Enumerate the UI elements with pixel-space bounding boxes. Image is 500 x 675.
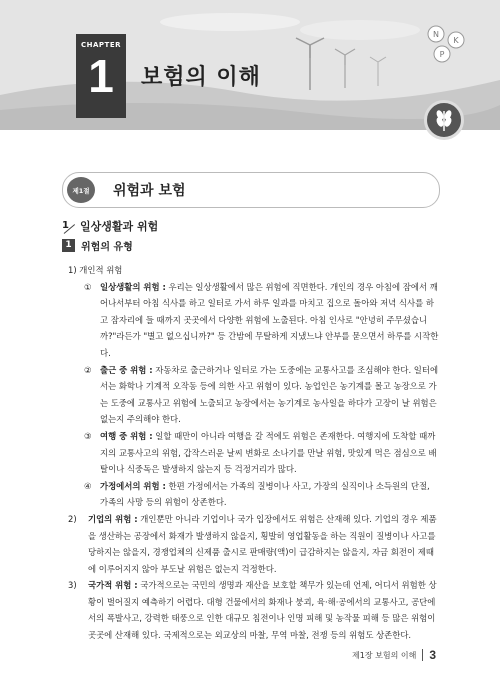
footer-chapter-label: 제1장 보험의 이해	[352, 650, 417, 660]
subsection-title: 일상생활과 위험	[80, 220, 159, 233]
list-marker: 3)	[68, 580, 77, 591]
item-heading: 1) 개인적 위험	[68, 265, 123, 275]
list-marker: ④	[84, 480, 92, 491]
list-item-text: 자동차로 출근하거나 일터로 가는 도중에는 교통사고를 조심해야 한다. 일터에서는 화학나 기계적 오작동 등에 의한 사고 위험이 있다. 농업인은 농기계를 몰고 농장으로 가는 도중에 교통사고 위험에 노출되고 농장에서는 농기계로 농사일을 하다가 고장이 날 위험은 없는지 주의해야 한다.	[100, 364, 439, 425]
svg-text:K: K	[453, 36, 459, 45]
list-item	[84, 279, 440, 362]
list-item-text: 개인뿐만 아니라 기업이나 국가 입장에서도 위험은 산재해 있다. 기업의 경우 제품을 생산하는 공장에서 화재가 발생하지 않을지, 횡발히 영업활동을 하는 직원이 질병이나 사고를 당하지는 않을지, 경쟁업체의 신제품 출시로 판매량(액)이 급감하지는 않을지, 자금 회전이 제때에 이루어지지 않아 부도날 위험은 없는지 걱정한다.	[88, 513, 437, 574]
list-item-text: 일할 때만이 아니라 여행을 갈 적에도 위험은 존재한다. 여행지에 도착할 때까지의 교통사고의 위험, 갑작스러운 날씨 변화로 소나기를 만날 위험, 맛있게 먹은 점심으로 배탈이나 식중독은 발생하지 않는지 등 걱정거리가 많다.	[100, 430, 437, 475]
page-footer	[352, 648, 436, 662]
list-item-lead: 일상생활의 위험 :	[100, 281, 166, 292]
list-item-text: 국가적으로는 국민의 생명과 재산을 보호할 책무가 있는데 언제, 어디서 위험한 상황이 벌어질지 예측하기 어렵다. 대형 건물에서의 화재나 붕괴, 육·해·공에서의 교통사고, 공단에서의 폭발사고, 강력한 태풍으로 인한 대규모 침전이나 인명 피해 및 농작물 피해 등 많은 위험이 곳곳에 산재해 있다. 국제적으로는 외교상의 마찰, 무역 마찰, 전쟁 등의 위험도 상존한다.	[88, 580, 437, 641]
list-item	[84, 478, 440, 511]
svg-text:P: P	[439, 50, 445, 59]
subsubsection-number: 1	[62, 239, 75, 252]
subsection-number: 1	[62, 220, 74, 232]
list-item-text: 한편 가정에서는 가족의 질병이나 사고, 가장의 실직이나 소득원의 단절, 가족의 사망 등의 위험이 상존한다.	[100, 480, 430, 508]
svg-text:N: N	[433, 30, 439, 39]
wheat-leaf-icon	[424, 100, 464, 140]
chapter-word: CHAPTER	[81, 41, 121, 49]
section-heading	[62, 172, 440, 208]
circled-list	[68, 279, 440, 511]
list-marker: ①	[84, 281, 92, 292]
list-item	[68, 511, 440, 577]
chapter-title: 보험의 이해	[141, 65, 261, 90]
chapter-badge	[76, 34, 126, 118]
footer-divider	[422, 649, 423, 661]
npk-emblem-icon	[418, 20, 474, 76]
list-marker: 2)	[68, 513, 77, 524]
page-number: 3	[429, 648, 436, 662]
body-text	[68, 262, 440, 644]
list-marker: ②	[84, 364, 92, 375]
list-item	[84, 362, 440, 428]
list-item-lead: 출근 중 위험 :	[100, 364, 153, 375]
list-item	[68, 577, 440, 643]
list-item-text: 우리는 일상생활에서 많은 위험에 직면한다. 개인의 경우 아침에 잠에서 깨어나서부터 아침 식사를 하고 일터로 가서 하루 일과를 마치고 집으로 돌아와 저녁 식사를 하고 잠자리에 들 때까지 곳곳에서 다양한 위험에 노출된다. 아침 인사로 "안녕히 주무셨습니까?"라든가 "별고 없으십니까?" 등 간밤에 무탈하게 지냈느냐 안부를 묻으면서 하루를 시작한다.	[100, 281, 439, 358]
list-item	[84, 428, 440, 478]
list-item-lead: 기업의 위험 :	[88, 513, 138, 524]
list-item-lead: 여행 중 위험 :	[100, 430, 153, 441]
section-title: 위험과 보험	[113, 183, 186, 199]
subsection-heading	[62, 218, 158, 234]
subsubsection-heading	[62, 238, 133, 253]
list-item-lead: 국가적 위험 :	[88, 580, 138, 591]
subsubsection-title: 위험의 유형	[81, 242, 133, 253]
list-item-lead: 가정에서의 위험 :	[100, 480, 166, 491]
chapter-number: 1	[88, 50, 114, 102]
section-badge: 제1절	[67, 177, 95, 203]
list-marker: ③	[84, 430, 92, 441]
